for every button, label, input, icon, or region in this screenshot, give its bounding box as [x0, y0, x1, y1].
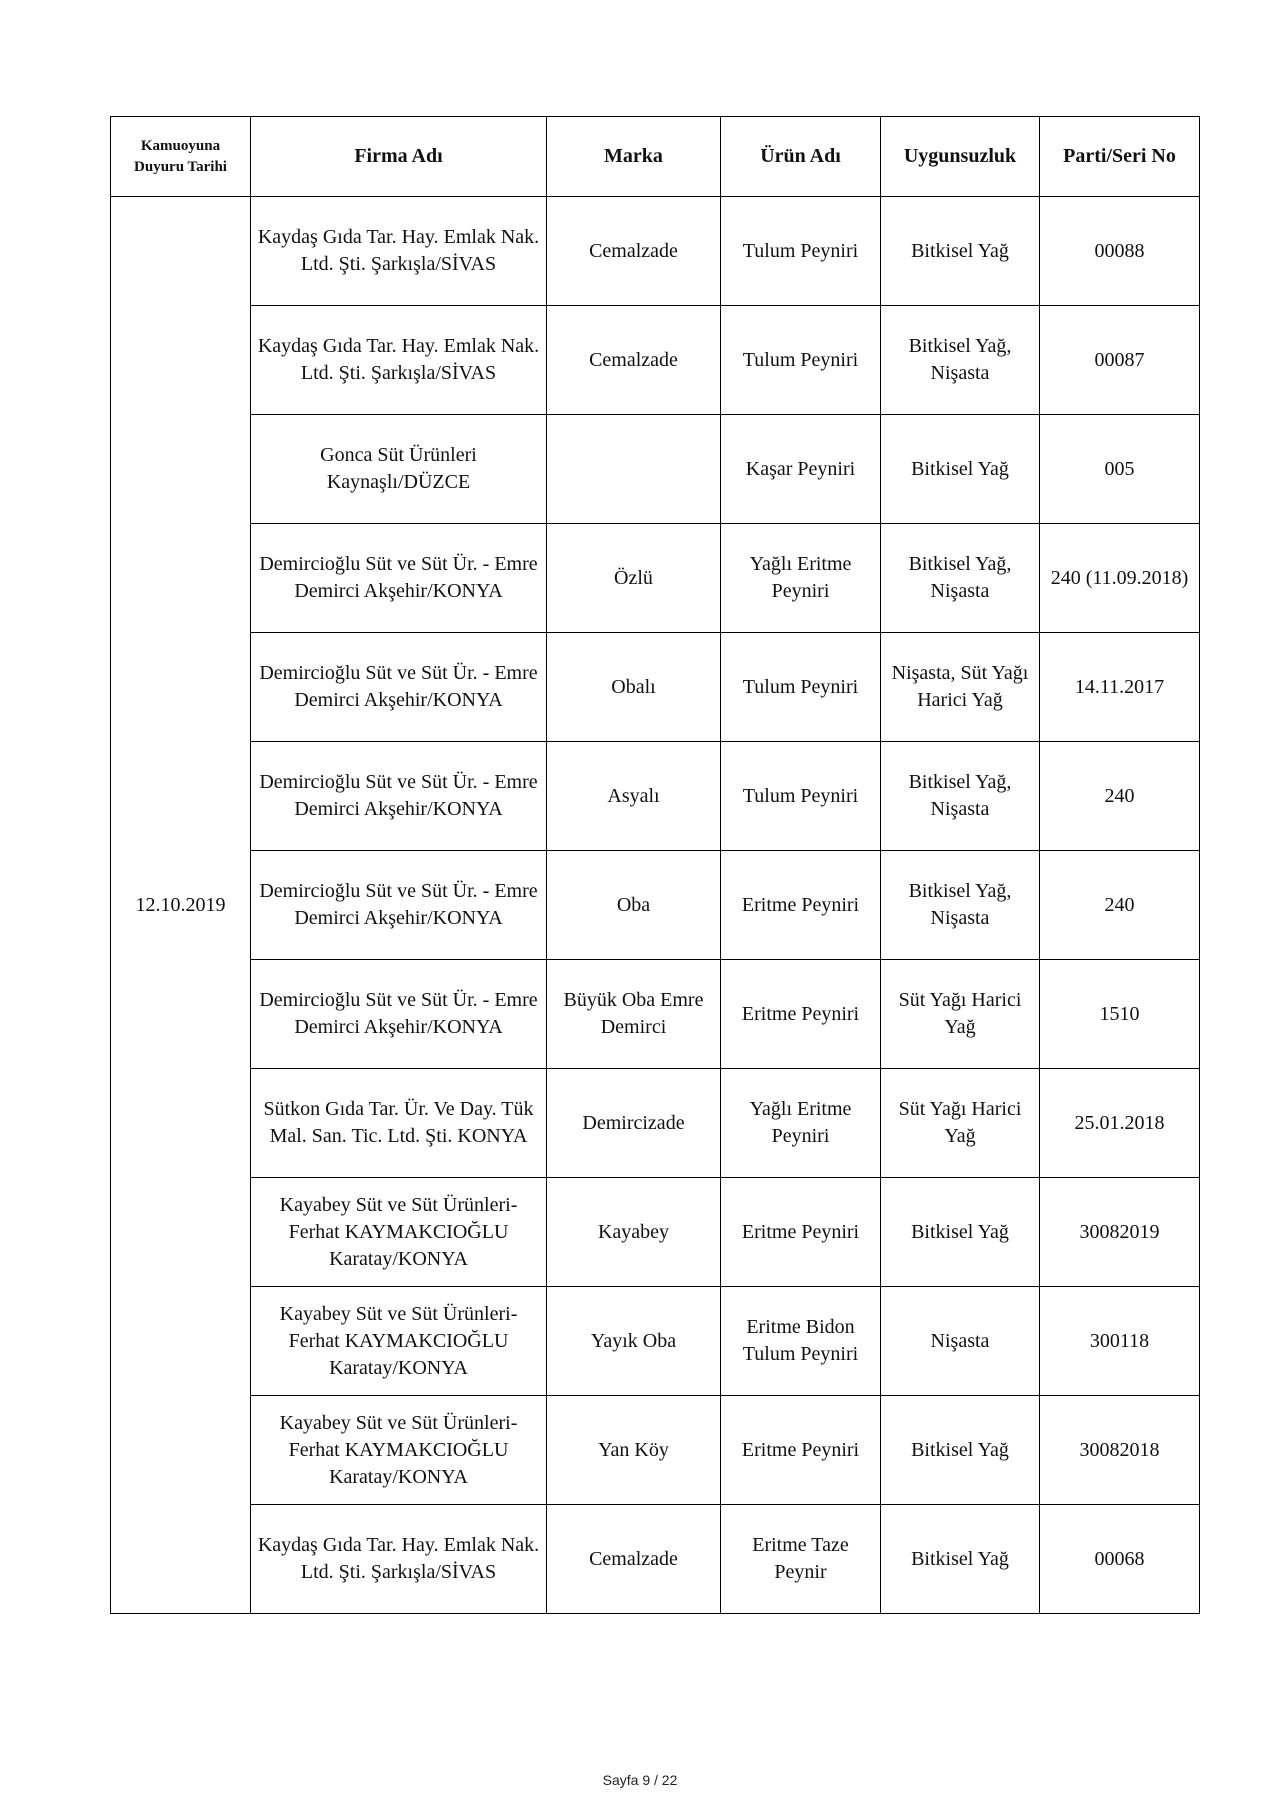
nonconformity-cell: Süt Yağı Harici Yağ: [881, 960, 1040, 1069]
batch-number-cell: 300118: [1040, 1287, 1200, 1396]
nonconformity-cell: Bitkisel Yağ: [881, 1178, 1040, 1287]
table-row: [111, 742, 1200, 851]
company-name-cell: Gonca Süt Ürünleri Kaynaşlı/DÜZCE: [251, 415, 547, 524]
brand-cell: Kayabey: [547, 1178, 721, 1287]
header-company-name: Firma Adı: [251, 117, 547, 197]
batch-number-cell: 00068: [1040, 1505, 1200, 1614]
nonconformity-cell: Bitkisel Yağ, Nişasta: [881, 306, 1040, 415]
batch-number-cell: 240: [1040, 851, 1200, 960]
table-body: [111, 197, 1200, 1614]
batch-number-cell: 005: [1040, 415, 1200, 524]
product-name-cell: Tulum Peyniri: [721, 742, 881, 851]
announcement-date-cell: 12.10.2019: [111, 197, 251, 1614]
nonconformity-cell: Bitkisel Yağ, Nişasta: [881, 851, 1040, 960]
brand-cell: Demircizade: [547, 1069, 721, 1178]
header-batch-number: Parti/Seri No: [1040, 117, 1200, 197]
batch-number-cell: 00088: [1040, 197, 1200, 306]
brand-cell: Oba: [547, 851, 721, 960]
table-row: [111, 1069, 1200, 1178]
table-row: [111, 1287, 1200, 1396]
company-name-cell: Kayabey Süt ve Süt Ürünleri-Ferhat KAYMAKCIOĞLU Karatay/KONYA: [251, 1287, 547, 1396]
table-row: [111, 197, 1200, 306]
table-row: [111, 1505, 1200, 1614]
product-name-cell: Tulum Peyniri: [721, 633, 881, 742]
table-row: [111, 524, 1200, 633]
product-name-cell: Eritme Taze Peynir: [721, 1505, 881, 1614]
brand-cell: [547, 415, 721, 524]
table-row: [111, 415, 1200, 524]
product-name-cell: Yağlı Eritme Peyniri: [721, 1069, 881, 1178]
company-name-cell: Kaydaş Gıda Tar. Hay. Emlak Nak. Ltd. Şti. Şarkışla/SİVAS: [251, 306, 547, 415]
brand-cell: Özlü: [547, 524, 721, 633]
batch-number-cell: 1510: [1040, 960, 1200, 1069]
product-name-cell: Eritme Peyniri: [721, 851, 881, 960]
header-brand: Marka: [547, 117, 721, 197]
table-row: [111, 633, 1200, 742]
brand-cell: Cemalzade: [547, 197, 721, 306]
nonconformity-cell: Bitkisel Yağ, Nişasta: [881, 524, 1040, 633]
nonconformity-cell: Bitkisel Yağ, Nişasta: [881, 742, 1040, 851]
product-name-cell: Eritme Peyniri: [721, 1178, 881, 1287]
brand-cell: Asyalı: [547, 742, 721, 851]
company-name-cell: Demircioğlu Süt ve Süt Ür. - Emre Demirci Akşehir/KONYA: [251, 742, 547, 851]
product-name-cell: Eritme Peyniri: [721, 1396, 881, 1505]
nonconformity-cell: Bitkisel Yağ: [881, 197, 1040, 306]
batch-number-cell: 240 (11.09.2018): [1040, 524, 1200, 633]
header-nonconformity: Uygunsuzluk: [881, 117, 1040, 197]
company-name-cell: Kayabey Süt ve Süt Ürünleri-Ferhat KAYMAKCIOĞLU Karatay/KONYA: [251, 1178, 547, 1287]
product-name-cell: Tulum Peyniri: [721, 306, 881, 415]
table-row: [111, 1396, 1200, 1505]
table-row: [111, 851, 1200, 960]
company-name-cell: Demircioğlu Süt ve Süt Ür. - Emre Demirci Akşehir/KONYA: [251, 960, 547, 1069]
brand-cell: Obalı: [547, 633, 721, 742]
table-row: [111, 960, 1200, 1069]
batch-number-cell: 30082018: [1040, 1396, 1200, 1505]
company-name-cell: Demircioğlu Süt ve Süt Ür. - Emre Demirci Akşehir/KONYA: [251, 633, 547, 742]
company-name-cell: Kaydaş Gıda Tar. Hay. Emlak Nak. Ltd. Şti. Şarkışla/SİVAS: [251, 197, 547, 306]
brand-cell: Yan Köy: [547, 1396, 721, 1505]
product-name-cell: Yağlı Eritme Peyniri: [721, 524, 881, 633]
table-header: [111, 117, 1200, 197]
table-row: [111, 1178, 1200, 1287]
nonconformity-cell: Nişasta, Süt Yağı Harici Yağ: [881, 633, 1040, 742]
header-product-name: Ürün Adı: [721, 117, 881, 197]
nonconformity-cell: Nişasta: [881, 1287, 1040, 1396]
product-name-cell: Eritme Bidon Tulum Peyniri: [721, 1287, 881, 1396]
brand-cell: Büyük Oba Emre Demirci: [547, 960, 721, 1069]
nonconformity-cell: Bitkisel Yağ: [881, 1396, 1040, 1505]
company-name-cell: Kayabey Süt ve Süt Ürünleri-Ferhat KAYMAKCIOĞLU Karatay/KONYA: [251, 1396, 547, 1505]
page-number: Sayfa 9 / 22: [602, 1772, 678, 1788]
batch-number-cell: 00087: [1040, 306, 1200, 415]
product-name-cell: Kaşar Peyniri: [721, 415, 881, 524]
brand-cell: Yayık Oba: [547, 1287, 721, 1396]
brand-cell: Cemalzade: [547, 306, 721, 415]
company-name-cell: Kaydaş Gıda Tar. Hay. Emlak Nak. Ltd. Şti. Şarkışla/SİVAS: [251, 1505, 547, 1614]
company-name-cell: Demircioğlu Süt ve Süt Ür. - Emre Demirci Akşehir/KONYA: [251, 851, 547, 960]
batch-number-cell: 240: [1040, 742, 1200, 851]
company-name-cell: Demircioğlu Süt ve Süt Ür. - Emre Demirci Akşehir/KONYA: [251, 524, 547, 633]
recall-table: [110, 116, 1200, 1614]
batch-number-cell: 25.01.2018: [1040, 1069, 1200, 1178]
nonconformity-cell: Bitkisel Yağ: [881, 415, 1040, 524]
nonconformity-cell: Bitkisel Yağ: [881, 1505, 1040, 1614]
product-name-cell: Eritme Peyniri: [721, 960, 881, 1069]
company-name-cell: Sütkon Gıda Tar. Ür. Ve Day. Tük Mal. San. Tic. Ltd. Şti. KONYA: [251, 1069, 547, 1178]
product-name-cell: Tulum Peyniri: [721, 197, 881, 306]
nonconformity-cell: Süt Yağı Harici Yağ: [881, 1069, 1040, 1178]
header-announcement-date: Kamuoyuna Duyuru Tarihi: [111, 117, 251, 197]
brand-cell: Cemalzade: [547, 1505, 721, 1614]
table-row: [111, 306, 1200, 415]
header-row: [111, 117, 1200, 197]
batch-number-cell: 30082019: [1040, 1178, 1200, 1287]
batch-number-cell: 14.11.2017: [1040, 633, 1200, 742]
